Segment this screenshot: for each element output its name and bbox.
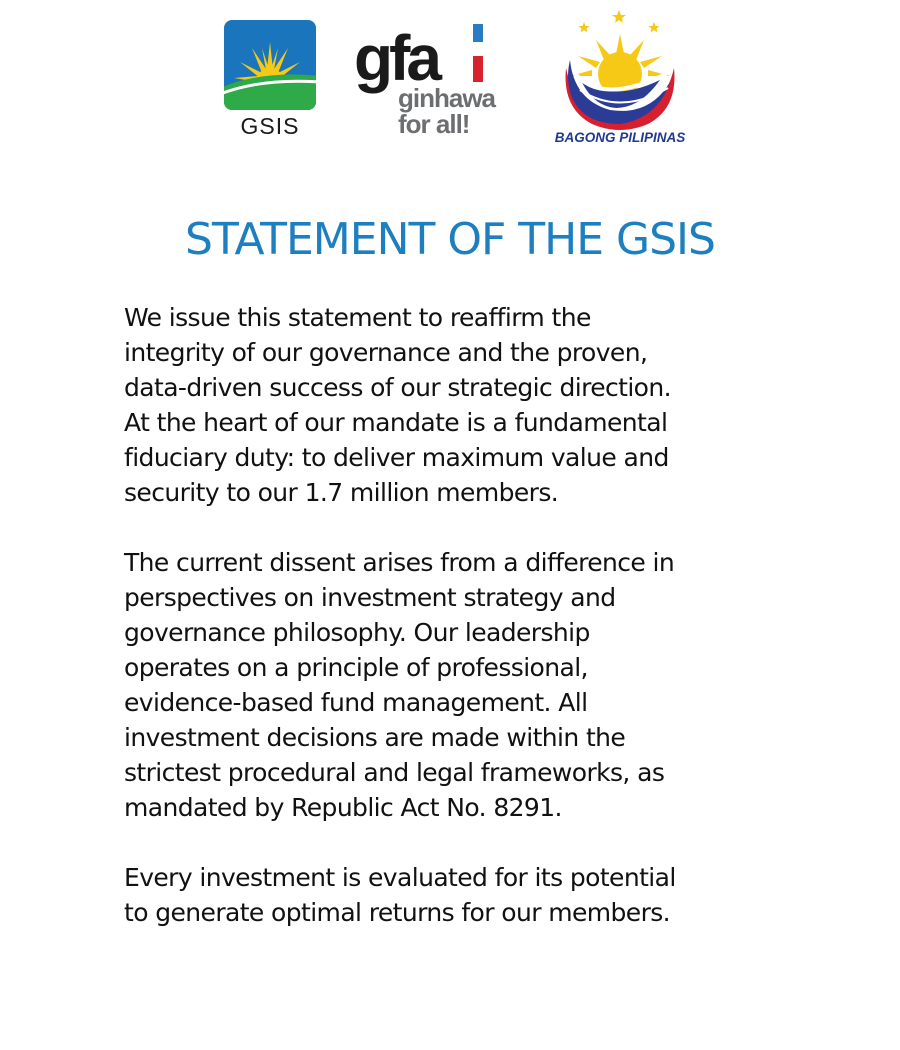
- statement-paragraph: The current dissent arises from a difference in perspectives on investment strategy and governance philosophy. Our leadership operates on a principle of professional, evidence-based fund management. All investment decisions are made within the strictest procedural and legal frameworks, as mandated by Republic Act No. 8291.: [124, 548, 675, 822]
- gfa-blue-bar: [473, 24, 483, 42]
- bagong-pilipinas-logo: [540, 8, 710, 148]
- gfa-logo: [352, 20, 512, 140]
- gfa-tagline-2: for all!: [398, 109, 470, 139]
- gfa-tagline-1: ginhawa: [398, 83, 496, 113]
- statement-paragraph: Every investment is evaluated for its potential to generate optimal returns for our members.: [124, 863, 676, 927]
- gsis-wordmark: GSIS: [240, 113, 300, 139]
- gfa-wordmark: gfa: [354, 22, 438, 94]
- logo-header: [0, 0, 900, 160]
- bagong-pilipinas-wordmark: BAGONG PILIPINAS: [554, 130, 686, 145]
- statement-body: [124, 300, 804, 965]
- gfa-red-bar: [473, 56, 483, 82]
- gsis-logo: [222, 18, 318, 140]
- statement-paragraph: We issue this statement to reaffirm the integrity of our governance and the proven, data-driven success of our strategic direction. At the heart of our mandate is a fundamental fiduciary duty: to deliver maximum value and security to our 1.7 million members.: [124, 303, 671, 507]
- star-icon: [579, 10, 660, 33]
- page-title: STATEMENT OF THE GSIS: [185, 214, 715, 265]
- bagong-pilipinas-seal-icon: [566, 34, 675, 130]
- gsis-sun-icon: [222, 20, 318, 114]
